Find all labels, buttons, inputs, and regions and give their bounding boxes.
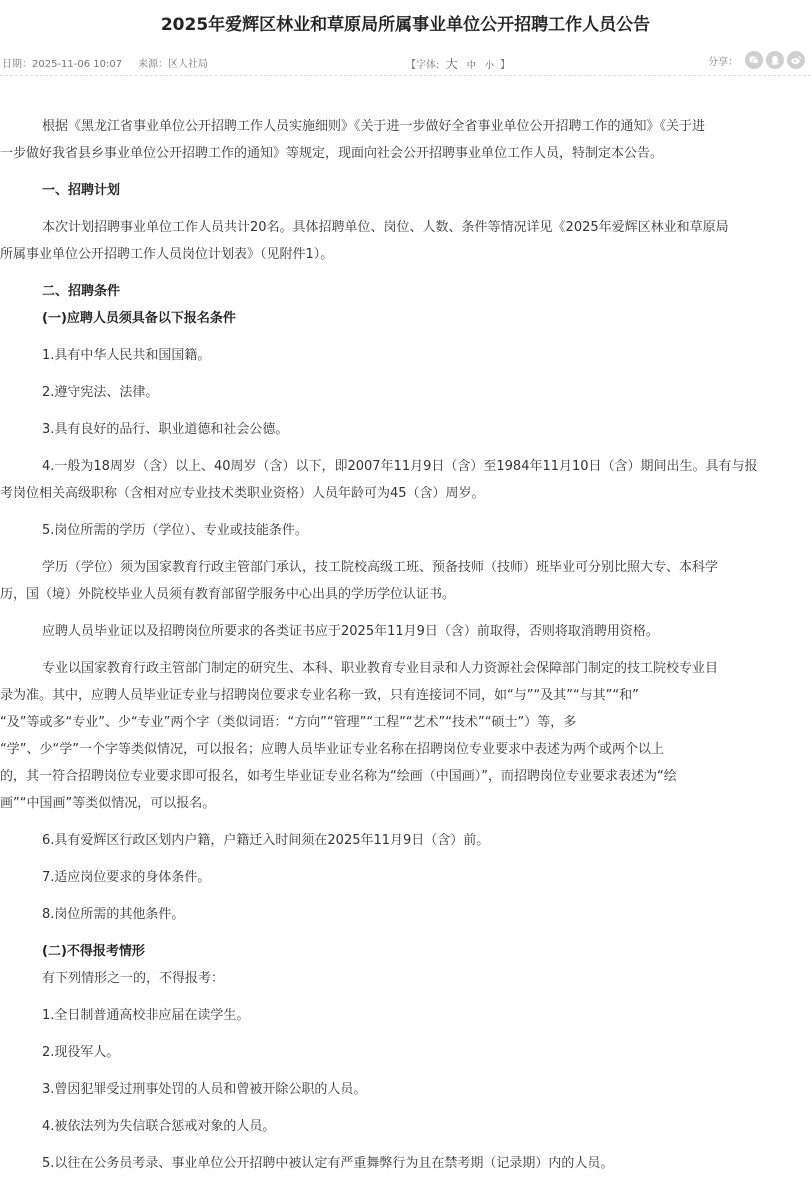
- condition-line: 4.一般为18周岁（含）以上、40周岁（含）以下，即2007年11月9日（含）至1984年11月10日（含）期间出生。具有与报: [42, 459, 758, 474]
- plan-line: 所属事业单位公开招聘工作人员岗位计划表》（见附件1）。: [0, 247, 334, 262]
- plan-line: 本次计划招聘事业单位工作人员共计20名。具体招聘单位、岗位、人数、条件等情况详见《2025年爱辉区林业和草原局: [42, 220, 729, 235]
- condition-item: 3.具有良好的品行、职业道德和社会公德。: [42, 422, 289, 437]
- major-line: 录为准。其中，应聘人员毕业证专业与招聘岗位要求专业名称一致，只有连接词不同，如“与”“及其”“与其”“和”: [0, 688, 639, 703]
- major-line: 的，其一符合招聘岗位专业要求即可报名，如考生毕业证专业名称为“绘画（中国画）”，而招聘岗位专业要求表述为“绘: [0, 769, 677, 784]
- exclusion-item: 2.现役军人。: [42, 1045, 120, 1060]
- section-heading: 二、招聘条件: [42, 284, 121, 299]
- education-paragraph: [0, 554, 802, 608]
- article-body: [0, 113, 802, 1177]
- condition-item: 5.岗位所需的学历（学位）、专业或技能条件。: [42, 523, 308, 538]
- exclusion-item: 5.以往在公务员考录、事业单位公开招聘中被认定有严重舞弊行为且在禁考期（记录期）内的人员。: [42, 1156, 614, 1171]
- major-line: “及”等或多“专业”、少“专业”两个字（类似词语：“方向”“管理”“工程”“艺术”“技术”“硕士”）等，多: [0, 715, 577, 730]
- education-line: 历，国（境）外院校毕业人员须有教育部留学服务中心出具的学历学位认证书。: [0, 587, 456, 602]
- font-size-label-close: 】: [500, 60, 511, 71]
- exclusion-item: 1.全日制普通高校非应届在读学生。: [42, 1008, 250, 1023]
- exclusion-item: 3.曾因犯罪受过刑事处罚的人员和曾被开除公职的人员。: [42, 1082, 367, 1097]
- page-title: 2025年爱辉区林业和草原局所属事业单位公开招聘工作人员公告: [160, 15, 651, 35]
- exclusion-intro: 有下列情形之一的，不得报考：: [42, 971, 225, 986]
- header-divider: [0, 75, 811, 76]
- font-size-label: 【字体:: [406, 60, 440, 71]
- font-size-medium-button[interactable]: 中: [466, 61, 476, 71]
- section-heading: 一、招聘计划: [42, 183, 121, 198]
- condition-item: 7.适应岗位要求的身体条件。: [42, 870, 211, 885]
- font-size-small-button[interactable]: 小: [484, 61, 494, 71]
- condition-item: 1.具有中华人民共和国国籍。: [42, 348, 211, 363]
- condition-item: 2.遵守宪法、法律。: [42, 385, 159, 400]
- article-meta-bar: [0, 50, 811, 72]
- font-size-control: [406, 55, 510, 72]
- subsection-heading: (一)应聘人员须具备以下报名条件: [42, 311, 236, 326]
- qq-share-icon[interactable]: [766, 51, 784, 69]
- subsection-heading: (二)不得报考情形: [42, 944, 145, 959]
- wechat-share-icon[interactable]: [745, 51, 763, 69]
- major-paragraph: [0, 655, 802, 817]
- intro-paragraph: [0, 113, 802, 167]
- education-line: 学历（学位）须为国家教育行政主管部门承认，技工院校高级工班、预备技师（技师）班毕业可分别比照大专、本科学: [42, 560, 719, 575]
- font-size-large-button[interactable]: 大: [445, 57, 458, 71]
- weibo-share-icon[interactable]: [787, 51, 805, 69]
- publish-date: 日期：2025-11-06 10:07: [2, 59, 123, 70]
- share-bar: [708, 51, 805, 69]
- share-label: 分享：: [708, 56, 738, 68]
- condition-line: 考岗位相关高级职称（含相对应专业技术类职业资格）人员年龄可为45（含）周岁。: [0, 486, 485, 501]
- major-line: “学”、少“学”一个字等类似情况，可以报名；应聘人员毕业证专业名称在招聘岗位专业要求中表述为两个或两个以上: [0, 742, 664, 757]
- certificate-paragraph: 应聘人员毕业证以及招聘岗位所要求的各类证书应于2025年11月9日（含）前取得，否则将取消聘用资格。: [42, 624, 659, 639]
- condition-item: [0, 453, 802, 507]
- condition-item: 8.岗位所需的其他条件。: [42, 907, 185, 922]
- condition-item: 6.具有爱辉区行政区划内户籍，户籍迁入时间须在2025年11月9日（含）前。: [42, 833, 490, 848]
- intro-line: 一步做好我省县乡事业单位公开招聘工作的通知》等规定，现面向社会公开招聘事业单位工作人员，特制定本公告。: [0, 146, 664, 161]
- major-line: 专业以国家教育行政主管部门制定的研究生、本科、职业教育专业目录和人力资源社会保障部门制定的技工院校专业目: [42, 661, 719, 676]
- intro-line: 根据《黑龙江省事业单位公开招聘工作人员实施细则》《关于进一步做好全省事业单位公开招聘工作的通知》《关于进: [42, 119, 706, 134]
- major-line: 画”“中国画”等类似情况，可以报名。: [0, 796, 216, 811]
- exclusion-item: 4.被依法列为失信联合惩戒对象的人员。: [42, 1119, 276, 1134]
- article-source: 来源：区人社局: [138, 59, 208, 70]
- plan-paragraph: [0, 214, 802, 268]
